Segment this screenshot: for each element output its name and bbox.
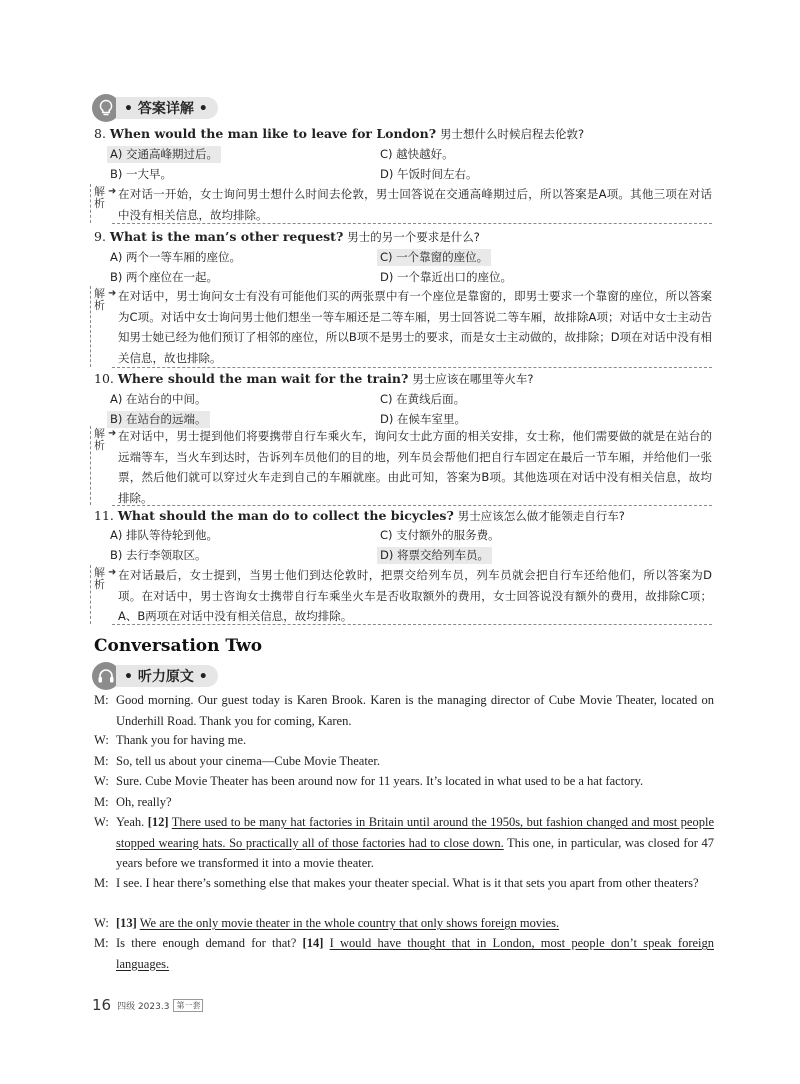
question-number: 8. bbox=[94, 126, 106, 141]
speaker-label: M: bbox=[94, 754, 109, 768]
question-text-zh: 男士想什么时候启程去伦敦? bbox=[440, 127, 585, 141]
dialogue-line bbox=[94, 751, 714, 772]
option-a: A) 两个一等车厢的座位。 bbox=[110, 250, 242, 264]
question-number: 10. bbox=[94, 371, 114, 386]
option-d: D) 将票交给列车员。 bbox=[377, 547, 492, 564]
option-c: C) 在黄线后面。 bbox=[380, 392, 466, 406]
text-segment: Thank you for having me. bbox=[116, 733, 247, 747]
question-number: 9. bbox=[94, 229, 106, 244]
option-b: B) 一大早。 bbox=[110, 167, 173, 181]
publication-label: 四级 2023.3 bbox=[117, 1001, 170, 1012]
page-number: 16 bbox=[92, 996, 112, 1014]
option-a: A) 排队等待轮到他。 bbox=[110, 528, 219, 542]
question-10 bbox=[94, 370, 533, 388]
analysis-text: 在对话最后，女士提到，当男士他们到达伦敦时，把票交给列车员，列车员就会把自行车还给他们，所以答案为D项。在对话中，男士咨询女士携带自行车乘坐火车是否收取额外的费用，女士回答说没有额外的费用，故排除C项；A、B两项在对话中没有相关信息，故均排除。 bbox=[118, 568, 712, 623]
analysis-label: 解析 bbox=[94, 287, 105, 312]
dialogue-line bbox=[94, 771, 714, 792]
dialogue-line bbox=[94, 873, 714, 915]
option-d: D) 一个靠近出口的座位。 bbox=[380, 270, 512, 284]
dialogue-line bbox=[94, 913, 714, 934]
speaker-label: W: bbox=[94, 733, 109, 747]
analysis-label: 解析 bbox=[94, 427, 105, 452]
dialogue-text bbox=[116, 730, 714, 751]
text-segment: Oh, really? bbox=[116, 795, 172, 809]
question-text-zh: 男士应该在哪里等火车? bbox=[412, 372, 534, 386]
dialogue-line bbox=[94, 792, 714, 813]
speaker-label: W: bbox=[94, 774, 109, 788]
text-segment: This one, in particular, was closed for 47 years before we transformed it into a movie theater. bbox=[116, 835, 714, 870]
dialogue-line bbox=[94, 933, 714, 975]
speaker-label: W: bbox=[94, 916, 109, 930]
speaker-label: M: bbox=[94, 876, 109, 890]
analysis-9 bbox=[94, 286, 712, 368]
analysis-label: 解析 bbox=[94, 185, 105, 210]
dialogue-text bbox=[116, 873, 714, 894]
option-b: B) 在站台的远端。 bbox=[107, 411, 210, 428]
analysis-text: 在对话中，男士询问女士有没有可能他们买的两张票中有一个座位是靠窗的，即男士要求一个靠窗的座位，所以答案为C项。对话中女士询问男士他们想坐一等车厢还是二等车厢，男士回答说二等车厢，故排除A项；对话中女士主动告知男士她已经为他们预订了相邻的座位，所以B项不是男士的要求，而是女士主动做的，故排除；D项在对话中没有相关信息，故也排除。 bbox=[118, 289, 712, 365]
text-segment: Good morning. Our guest today is Karen Brook. Karen is the managing director of Cube Movie Theater, located on Underhill Road. Thank you for coming, Karen. bbox=[116, 693, 714, 728]
answer-section-title: • 答案详解 • bbox=[116, 97, 218, 119]
question-text-en: What should the man do to collect the bicycles? bbox=[117, 508, 454, 523]
question-number: 11. bbox=[94, 508, 114, 523]
dialogue-text bbox=[116, 771, 714, 792]
analysis-text: 在对话中，男士提到他们将要携带自行车乘火车，询问女士此方面的相关安排，女士称，他们需要做的就是在站台的远端等车，当火车到达时，告诉列车员他们的目的地，列车员会帮他们把自行车固定在最后一节车厢，并给他们一张票，然后他们就可以穿过火车走到自己的车厢就座。由此可知，答案为B项。其他选项在对话中没有相关信息，故均排除。 bbox=[118, 429, 712, 505]
analysis-text: 在对话一开始，女士询问男士想什么时间去伦敦，男士回答说在交通高峰期过后，所以答案是A项。其他三项在对话中没有相关信息，故均排除。 bbox=[118, 187, 712, 222]
dialogue-text bbox=[116, 933, 714, 974]
issue-label: 第一套 bbox=[173, 999, 203, 1012]
question-marker: [14] bbox=[302, 936, 324, 950]
question-8 bbox=[94, 125, 584, 143]
arrow-icon: ➜ bbox=[108, 428, 117, 439]
option-a: A) 交通高峰期过后。 bbox=[107, 146, 221, 163]
text-segment: Sure. Cube Movie Theater has been around now for 11 years. It’s located in what used to be a hat factory. bbox=[116, 774, 644, 788]
text-segment: Is there enough demand for that? bbox=[116, 936, 303, 950]
text-segment: Yeah. bbox=[116, 815, 148, 829]
option-b: B) 去行李领取区。 bbox=[110, 548, 207, 562]
question-11 bbox=[94, 507, 625, 525]
listening-section-header bbox=[92, 662, 218, 690]
underlined-answer: We are the only movie theater in the whole country that only shows foreign movies. bbox=[139, 916, 560, 930]
dialogue-line bbox=[94, 812, 714, 874]
dialogue-line bbox=[94, 730, 714, 751]
question-text-en: What is the man’s other request? bbox=[109, 229, 344, 244]
question-marker: [12] bbox=[147, 815, 169, 829]
option-d: D) 在候车室里。 bbox=[380, 412, 466, 426]
underlined-answer: I would have thought that in London, most people don’t speak foreign languages. bbox=[116, 936, 714, 971]
option-c: C) 支付额外的服务费。 bbox=[380, 528, 500, 542]
analysis-11 bbox=[94, 565, 712, 625]
answer-section-header bbox=[92, 94, 218, 122]
option-c: C) 一个靠窗的座位。 bbox=[377, 249, 491, 266]
analysis-8 bbox=[94, 184, 712, 224]
dialogue-text bbox=[116, 913, 714, 934]
speaker-label: M: bbox=[94, 693, 109, 707]
underlined-answer: There used to be many hat factories in Britain until around the 1950s, but fashion changed and most people stopped wearing hats. So practically all of those factories had to close down. bbox=[116, 815, 714, 850]
question-text-zh: 男士的另一个要求是什么? bbox=[347, 230, 480, 244]
question-marker: [13] bbox=[116, 916, 137, 930]
analysis-label: 解析 bbox=[94, 566, 105, 591]
question-text-en: Where should the man wait for the train? bbox=[117, 371, 409, 386]
arrow-icon: ➜ bbox=[108, 288, 117, 299]
question-text-zh: 男士应该怎么做才能领走自行车? bbox=[457, 509, 625, 523]
dialogue-line bbox=[94, 690, 714, 732]
text-segment: I see. I hear there’s something else that makes your theater special. What is it that sets you apart from other theaters? bbox=[116, 876, 699, 890]
page-footer bbox=[92, 996, 203, 1014]
arrow-icon: ➜ bbox=[108, 567, 117, 578]
speaker-label: M: bbox=[94, 795, 109, 809]
conversation-title: Conversation Two bbox=[94, 636, 263, 656]
option-a: A) 在站台的中间。 bbox=[110, 392, 207, 406]
option-b: B) 两个座位在一起。 bbox=[110, 270, 219, 284]
dialogue-text bbox=[116, 690, 714, 731]
option-c: C) 越快越好。 bbox=[380, 147, 454, 161]
option-d: D) 午饭时间左右。 bbox=[380, 167, 478, 181]
dialogue-text bbox=[116, 812, 714, 874]
speaker-label: M: bbox=[94, 936, 109, 950]
question-text-en: When would the man like to leave for London? bbox=[109, 126, 437, 141]
dialogue-text bbox=[116, 792, 714, 813]
text-segment: So, tell us about your cinema—Cube Movie Theater. bbox=[116, 754, 380, 768]
listening-section-title: • 听力原文 • bbox=[116, 665, 218, 687]
dialogue-text bbox=[116, 751, 714, 772]
analysis-10 bbox=[94, 426, 712, 506]
speaker-label: W: bbox=[94, 815, 109, 829]
arrow-icon: ➜ bbox=[108, 186, 117, 197]
question-9 bbox=[94, 228, 480, 246]
